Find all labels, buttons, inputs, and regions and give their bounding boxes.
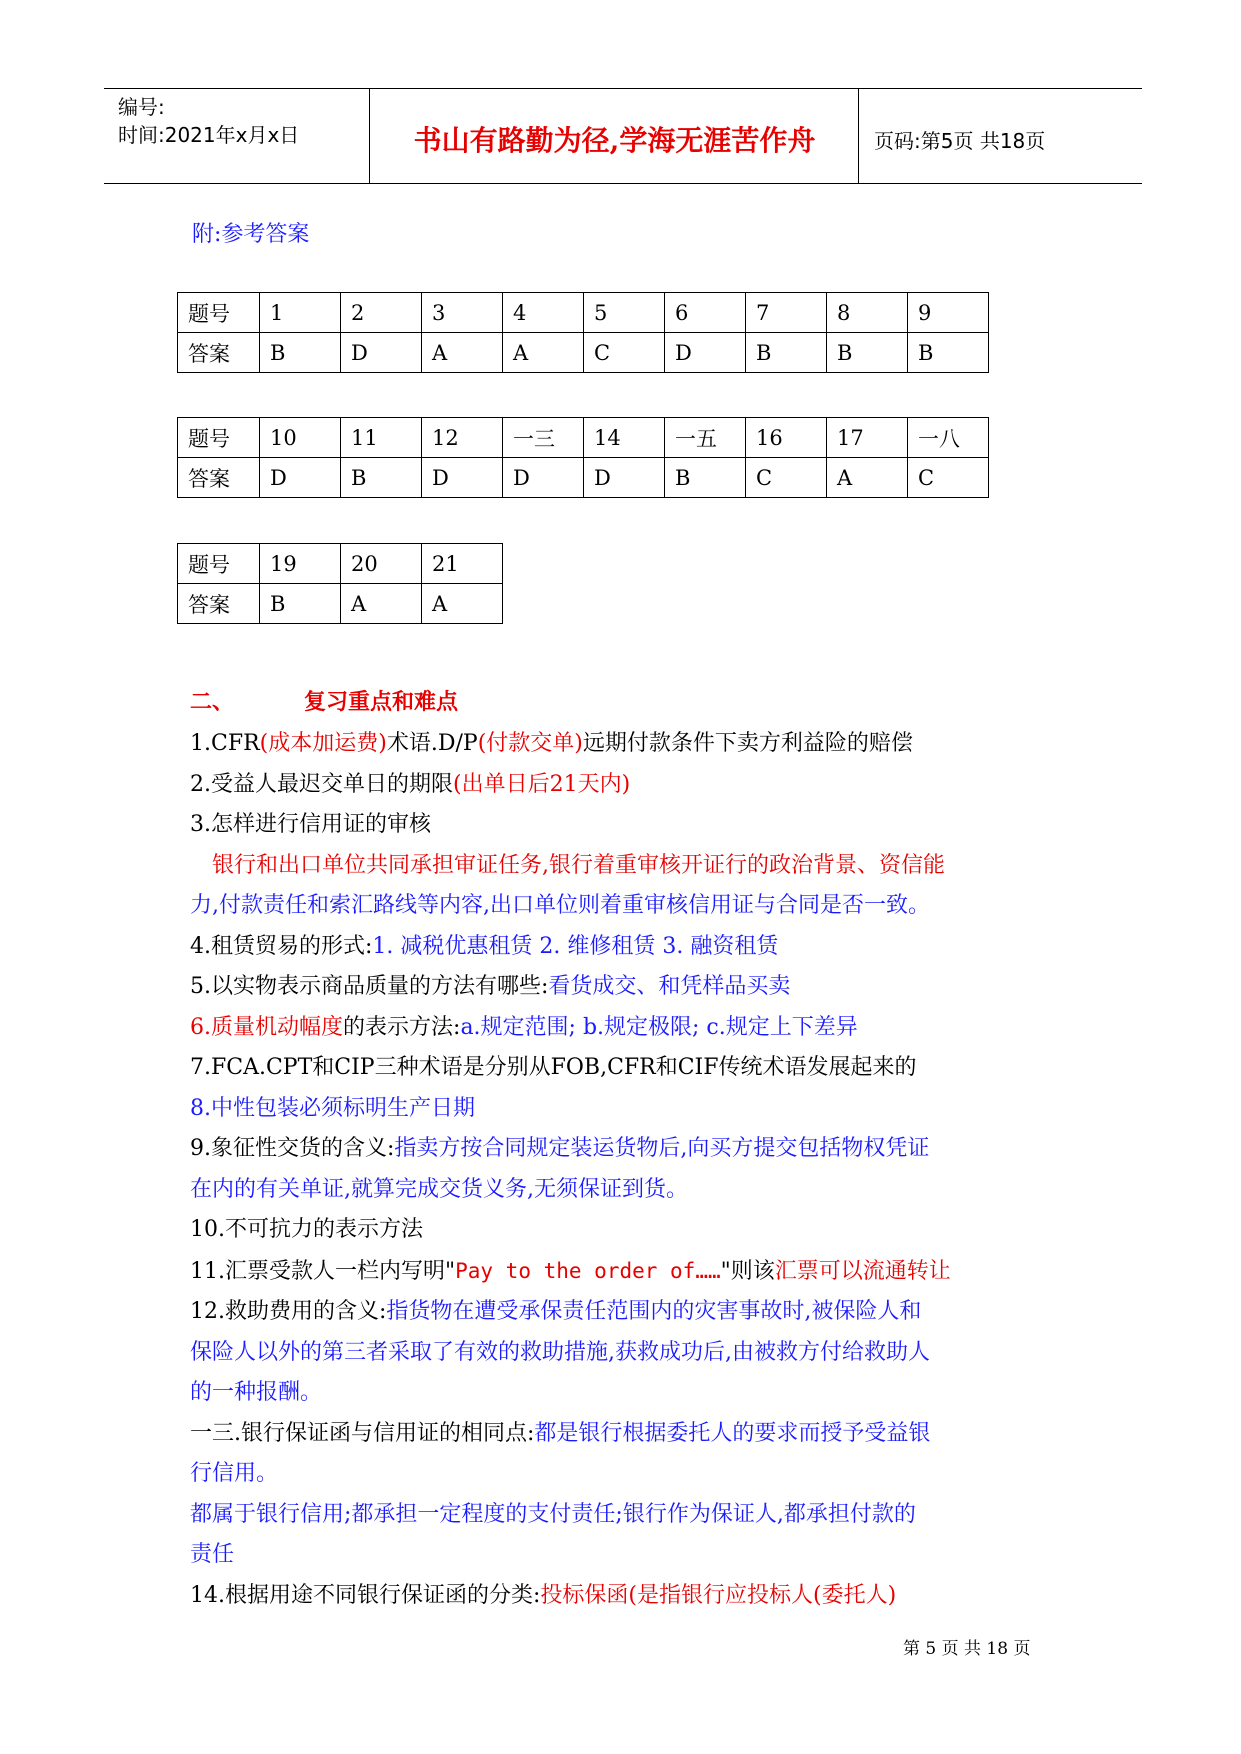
item-answer: 责任 (190, 1542, 235, 1567)
item-highlight: (出单日后21天内) (453, 771, 631, 797)
header-meta (118, 93, 299, 149)
list-item (190, 927, 1070, 968)
table-cell: A (422, 584, 503, 624)
table-cell: 12 (422, 418, 503, 458)
table-cell: D (422, 458, 503, 498)
header-divider (369, 89, 370, 183)
table-cell: 9 (908, 293, 989, 333)
list-item-answer (190, 1373, 1070, 1414)
table-cell: B (260, 333, 341, 373)
list-item-answer (190, 846, 1070, 887)
list-item (190, 1210, 1070, 1251)
item-answer: 8. (190, 1095, 211, 1121)
table-row (178, 584, 503, 624)
header-divider (858, 89, 859, 183)
table-cell: 6 (665, 293, 746, 333)
list-item-answer (190, 1170, 1070, 1211)
table-row (178, 333, 989, 373)
list-item (190, 1129, 1070, 1170)
item-highlight: 汇票可以流通转让 (774, 1258, 951, 1284)
table-cell: 19 (260, 544, 341, 584)
table-cell: C (584, 333, 665, 373)
row-header: 题号 (178, 293, 260, 333)
list-item-answer (190, 1495, 1070, 1536)
item-text: 11.汇票受款人一栏内写明" (190, 1258, 456, 1284)
list-item (190, 765, 1070, 806)
item-answer: 在内的有关单证,就算完成交货义务,无须保证到货。 (190, 1176, 688, 1202)
item-answer: 指卖方按合同规定装运货物后,向买方提交包括物权凭证 (394, 1136, 930, 1161)
item-highlight: (成本加运费) (259, 731, 387, 756)
item-text: 一三.银行保证函与信用证的相同点: (190, 1420, 535, 1446)
item-text: 10.不可抗力的表示方法 (190, 1217, 423, 1242)
table-cell: 一五 (665, 418, 746, 458)
appendix-title: 附:参考答案 (192, 222, 310, 247)
item-highlight: Pay to the order of…… (455, 1258, 721, 1283)
list-item (190, 805, 1070, 846)
table-cell: D (341, 333, 422, 373)
table-cell: 17 (827, 418, 908, 458)
table-cell: 16 (746, 418, 827, 458)
item-highlight: 质量机动幅度 (211, 1014, 344, 1040)
item-text: 5.以实物表示商品质量的方法有哪些: (190, 974, 549, 999)
table-cell: B (260, 584, 341, 624)
item-text: 2.受益人最迟交单日的期限 (190, 771, 453, 797)
table-cell: A (341, 584, 422, 624)
item-highlight: (付款交单) (477, 731, 583, 756)
list-item (190, 724, 1070, 765)
item-text: 的表示方法: (343, 1014, 461, 1040)
header-page-info: 页码:第5页 共18页 (874, 129, 1046, 153)
section-title: 复习重点和难点 (304, 689, 459, 715)
section-number: 二、 (190, 689, 235, 715)
answer-table-1 (177, 292, 989, 373)
table-row (178, 544, 503, 584)
item-highlight: (是指银行应投标人(委托人) (628, 1582, 897, 1608)
table-cell: A (422, 333, 503, 373)
list-item-answer (190, 1454, 1070, 1495)
list-item (190, 1292, 1070, 1333)
table-cell: D (584, 458, 665, 498)
list-item (190, 967, 1070, 1008)
table-cell: 4 (503, 293, 584, 333)
list-item-answer (190, 1535, 1070, 1576)
table-cell: 一三 (503, 418, 584, 458)
item-text: 1.CFR (190, 731, 260, 756)
item-answer: 指货物在遭受承保责任范围内的灾害事故时,被保险人和 (386, 1299, 922, 1324)
item-answer: 的一种报酬。 (190, 1380, 323, 1405)
list-item (190, 1251, 1070, 1293)
table-cell: A (827, 458, 908, 498)
item-text: 14.根据用途不同银行保证函的分类: (190, 1582, 541, 1608)
table-cell: 7 (746, 293, 827, 333)
table-cell: 3 (422, 293, 503, 333)
row-header: 答案 (178, 458, 260, 498)
list-item-answer (190, 1333, 1070, 1374)
row-header: 题号 (178, 418, 260, 458)
table-cell: 10 (260, 418, 341, 458)
item-answer: 都属于银行信用;都承担一定程度的支付责任;银行作为保证人,都承担付款的 (190, 1501, 916, 1527)
table-cell: 11 (341, 418, 422, 458)
item-answer: 力,付款责任和索汇路线等内容,出口单位则着重审核信用证与合同是否一致。 (190, 893, 930, 918)
document-number-label: 编号: (118, 95, 165, 119)
table-cell: 21 (422, 544, 503, 584)
table-cell: 2 (341, 293, 422, 333)
answer-table-3 (177, 543, 503, 624)
list-item (190, 1089, 1070, 1130)
list-item (190, 1048, 1070, 1089)
item-highlight: 投标保函 (540, 1582, 629, 1608)
table-cell: 14 (584, 418, 665, 458)
list-item (190, 1414, 1070, 1455)
item-highlight: 银行和出口单位共同承担审证任务,银行着重审核开证行的政治背景、资信能 (212, 852, 945, 878)
answer-table-2 (177, 417, 989, 498)
item-text: 9.象征性交货的含义: (190, 1136, 395, 1161)
table-cell: B (341, 458, 422, 498)
item-text: 12.救助费用的含义: (190, 1299, 387, 1324)
row-header: 题号 (178, 544, 260, 584)
table-cell: 5 (584, 293, 665, 333)
item-answer: 中性包装必须标明生产日期 (211, 1095, 476, 1121)
list-item-answer (190, 886, 1070, 927)
item-highlight: 6. (190, 1014, 211, 1040)
list-item (190, 1008, 1070, 1049)
table-cell: B (827, 333, 908, 373)
item-answer: 1. 减税优惠租赁 2. 维修租赁 3. 融资租赁 (372, 933, 779, 959)
item-answer: 保险人以外的第三者采取了有效的救助措施,获救成功后,由被救方付给救助人 (190, 1339, 930, 1365)
item-text: 远期付款条件下卖方利益险的赔偿 (582, 731, 913, 756)
item-answer: 都是银行根据委托人的要求而授予受益银 (534, 1420, 931, 1446)
table-row (178, 418, 989, 458)
table-cell: C (908, 458, 989, 498)
item-answer: 行信用。 (190, 1461, 279, 1486)
section-heading (190, 680, 1070, 724)
table-cell: B (746, 333, 827, 373)
row-header: 答案 (178, 333, 260, 373)
header-motto: 书山有路勤为径,学海无涯苦作舟 (413, 124, 816, 157)
table-row (178, 458, 989, 498)
page-header (104, 88, 1142, 184)
review-content (190, 680, 1070, 1616)
item-text: 术语.D/P (386, 731, 478, 756)
table-cell: D (665, 333, 746, 373)
table-cell: 一八 (908, 418, 989, 458)
item-text: 4.租赁贸易的形式: (190, 933, 373, 959)
table-cell: 1 (260, 293, 341, 333)
table-cell: B (908, 333, 989, 373)
row-header: 答案 (178, 584, 260, 624)
item-text: 3.怎样进行信用证的审核 (190, 812, 431, 837)
table-cell: 8 (827, 293, 908, 333)
item-text: 7.FCA.CPT和CIP三种术语是分别从FOB,CFR和CIF传统术语发展起来的 (190, 1055, 917, 1080)
table-cell: D (260, 458, 341, 498)
table-cell: 20 (341, 544, 422, 584)
item-answer: a.规定范围; b.规定极限; c.规定上下差异 (460, 1014, 858, 1040)
table-cell: C (746, 458, 827, 498)
item-text: "则该 (720, 1258, 775, 1284)
table-row (178, 293, 989, 333)
list-item (190, 1576, 1070, 1617)
page-footer: 第 5 页 共 18 页 (903, 1639, 1031, 1659)
table-cell: B (665, 458, 746, 498)
item-answer: 看货成交、和凭样品买卖 (548, 974, 791, 999)
table-cell: A (503, 333, 584, 373)
table-cell: D (503, 458, 584, 498)
document-time-label: 时间:2021年x月x日 (118, 123, 300, 147)
